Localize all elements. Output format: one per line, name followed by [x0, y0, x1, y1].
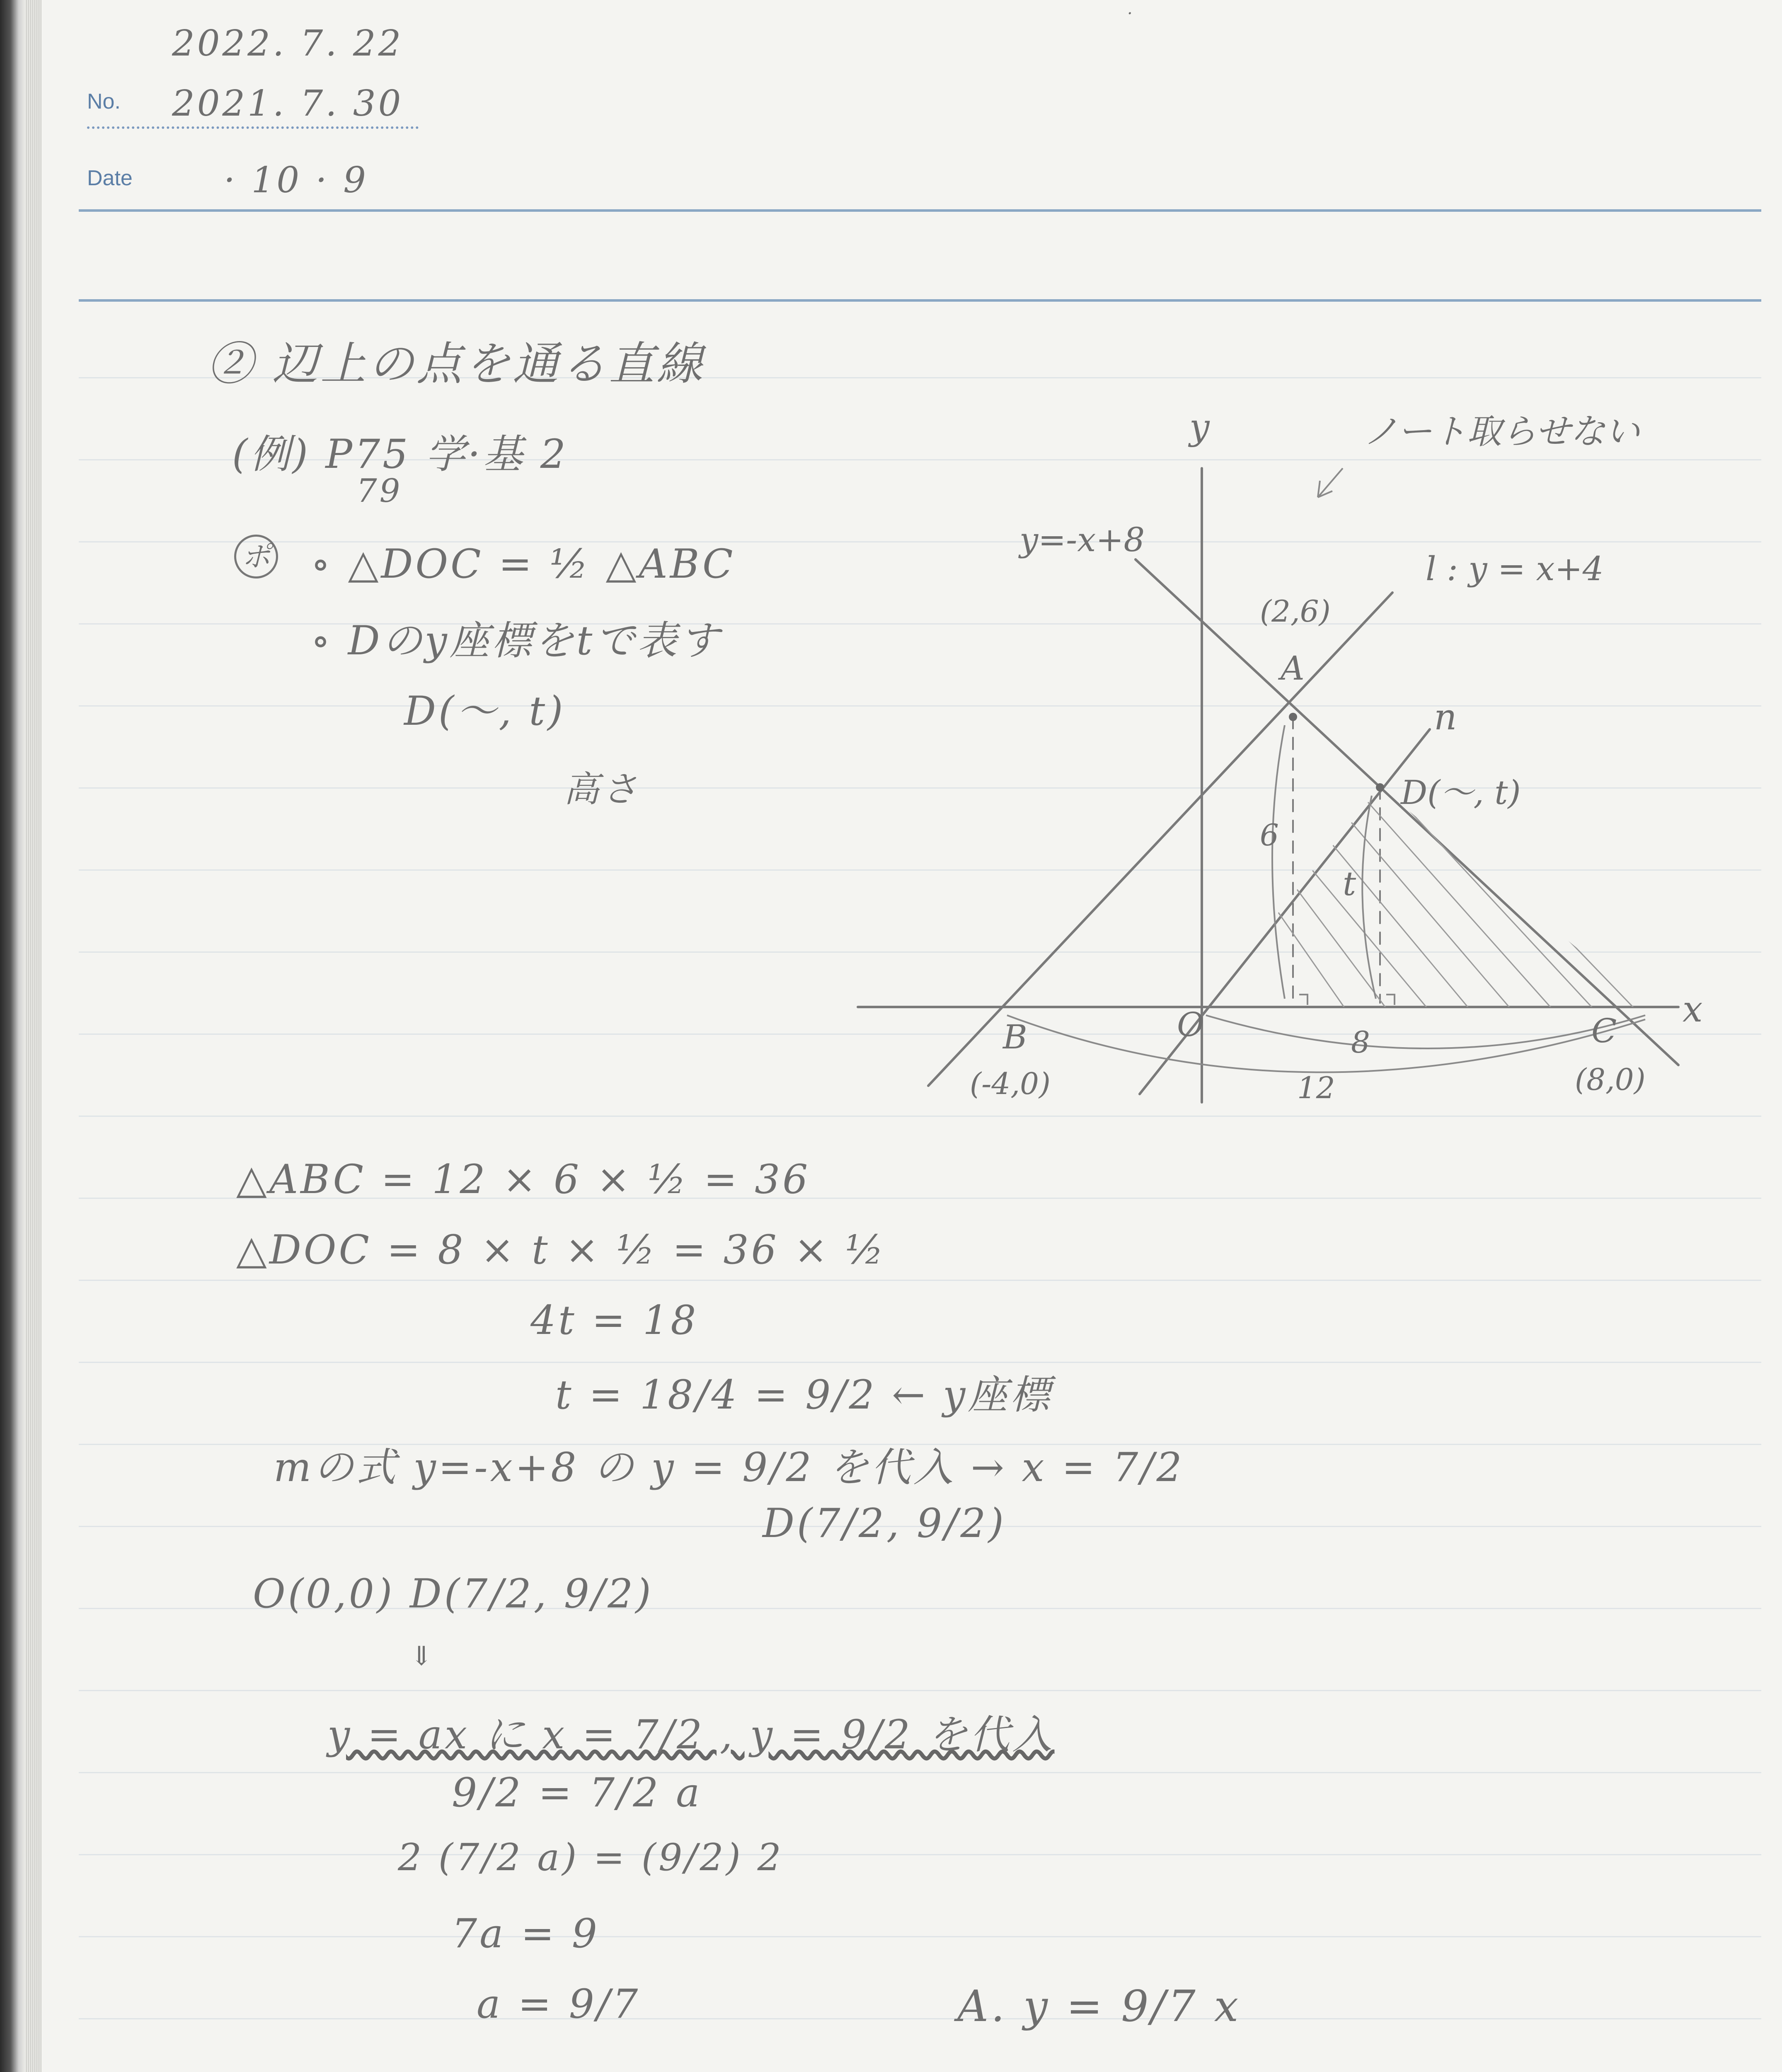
page-edges [25, 0, 41, 2072]
no-label: No. [87, 90, 121, 114]
work-line-4: t = 18/4 = 9/2 ← y座標 [555, 1372, 1053, 1418]
point-marker: ポ [234, 535, 278, 579]
length-8: 8 [1351, 1025, 1370, 1060]
line-n-label: n [1434, 697, 1457, 738]
work-line-10: 9/2 = 7/2 a [452, 1769, 702, 1816]
header-rule [79, 209, 1761, 212]
point-D-dot [1376, 783, 1384, 792]
work-line-5: mの式 y=-x+8 の y = 9/2 を代入 → x = 7/2 [274, 1444, 1184, 1491]
notebook-binding [0, 0, 25, 2072]
point-C-coord: (8,0) [1575, 1062, 1646, 1097]
point-A-dot [1289, 713, 1297, 721]
work-line-9: y = ax に x = 7/2 , y = 9/2 を代入 [327, 1711, 1055, 1758]
hint-3: D(〜, t) [404, 688, 566, 734]
line-l-label: l : y = x+4 [1426, 549, 1604, 588]
point-A-label: A [1281, 649, 1305, 687]
point-D-label: D(〜, t) [1401, 773, 1521, 812]
work-line-6: D(7/2, 9/2) [763, 1500, 1006, 1547]
hatching [1243, 783, 1637, 1011]
top-rule [79, 299, 1761, 302]
axis-y-label: y [1189, 407, 1210, 448]
point-B-coord: (-4,0) [970, 1066, 1051, 1101]
hint-2: ∘ Dのy座標をtで表す [311, 617, 722, 664]
line-l [928, 593, 1392, 1086]
origin-label: O [1177, 1005, 1204, 1044]
work-line-2: △DOC = 8 × t × ½ = 36 × ½ [236, 1227, 886, 1273]
note-label: ノート取らせない [1363, 411, 1640, 452]
length-t: t [1343, 864, 1356, 903]
work-line-11: 2 (7/2 a) = (9/2) 2 [398, 1836, 784, 1879]
point-C-label: C [1591, 1012, 1617, 1050]
example-sub: 79 [356, 472, 403, 510]
example-ref: (例) P75 学·基 2 [232, 431, 568, 477]
date-3: · 10 · 9 [224, 160, 368, 201]
work-line-3: 4t = 18 [530, 1297, 699, 1343]
length-12: 12 [1297, 1070, 1335, 1105]
hint-3-note: 高さ [564, 769, 640, 810]
axis-x-label: x [1683, 989, 1703, 1030]
date-1: 2022. 7. 22 [172, 23, 404, 64]
date-2: 2021. 7. 30 [172, 83, 404, 124]
work-line-12: 7a = 9 [452, 1910, 600, 1957]
answer: A. y = 9/7 x [957, 1981, 1241, 2031]
work-line-1: △ABC = 12 × 6 × ½ = 36 [236, 1156, 811, 1203]
date-label: Date [87, 166, 133, 190]
no-dotted-line [87, 126, 419, 129]
work-line-13: a = 9/7 [477, 1981, 641, 2027]
section-title: ② 辺上の点を通る直線 [207, 337, 705, 390]
length-6: 6 [1260, 818, 1279, 852]
stray-mark: · [1127, 4, 1135, 23]
coordinate-graph [850, 398, 1703, 1111]
work-line-8: ⇓ [410, 1641, 435, 1672]
point-B-label: B [1003, 1018, 1027, 1056]
work-line-7: O(0,0) D(7/2, 9/2) [253, 1571, 654, 1617]
line-m [1136, 559, 1678, 1065]
line-m-label: y=-x+8 [1019, 520, 1145, 559]
point-A-coord: (2,6) [1260, 594, 1331, 629]
hint-1: ∘ △DOC = ½ △ABC [311, 541, 736, 587]
